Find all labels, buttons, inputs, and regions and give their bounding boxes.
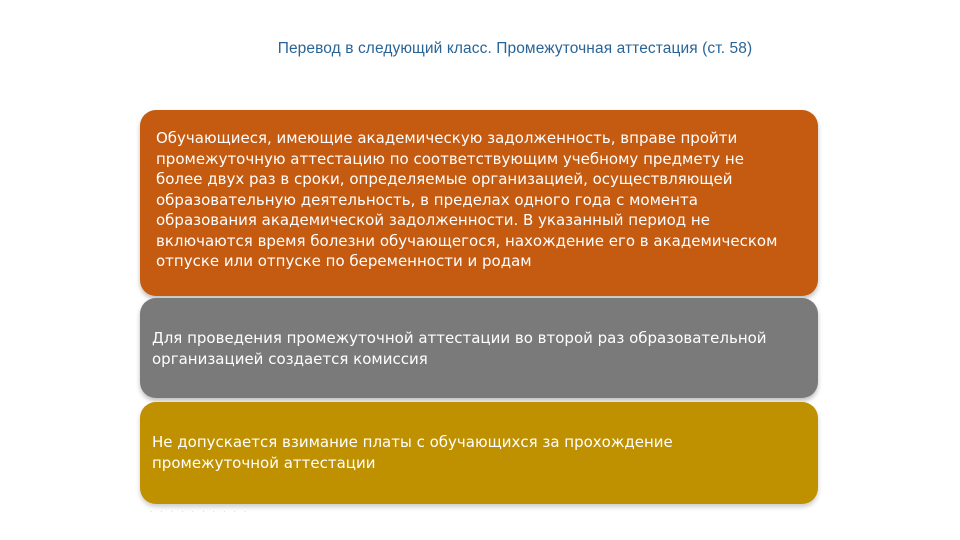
slide-title: Перевод в следующий класс. Промежуточная аттестация (ст. 58) bbox=[277, 40, 753, 57]
text-block-commission: Для проведения промежуточной аттестации во второй раз образовательной организацией создается комиссия bbox=[140, 298, 818, 398]
decorative-footer-marks: · · · · · · · · · · bbox=[150, 508, 250, 516]
text-block-no-fee: Не допускается взимание платы с обучающихся за прохождение промежуточной аттестации bbox=[140, 402, 818, 504]
text-block-academic-debt: Обучающиеся, имеющие академическую задолженность, вправе пройти промежуточную аттестацию по соответствующим учебному предмету не более двух раз в сроки, определяемые организацией, осуществляющей образовательную деятельность, в пределах одного года с момента образования академической задолженности. В указанный период не включаются время болезни обучающегося, нахождение его в академическом отпуске или отпуске по беременности и родам bbox=[140, 110, 818, 296]
